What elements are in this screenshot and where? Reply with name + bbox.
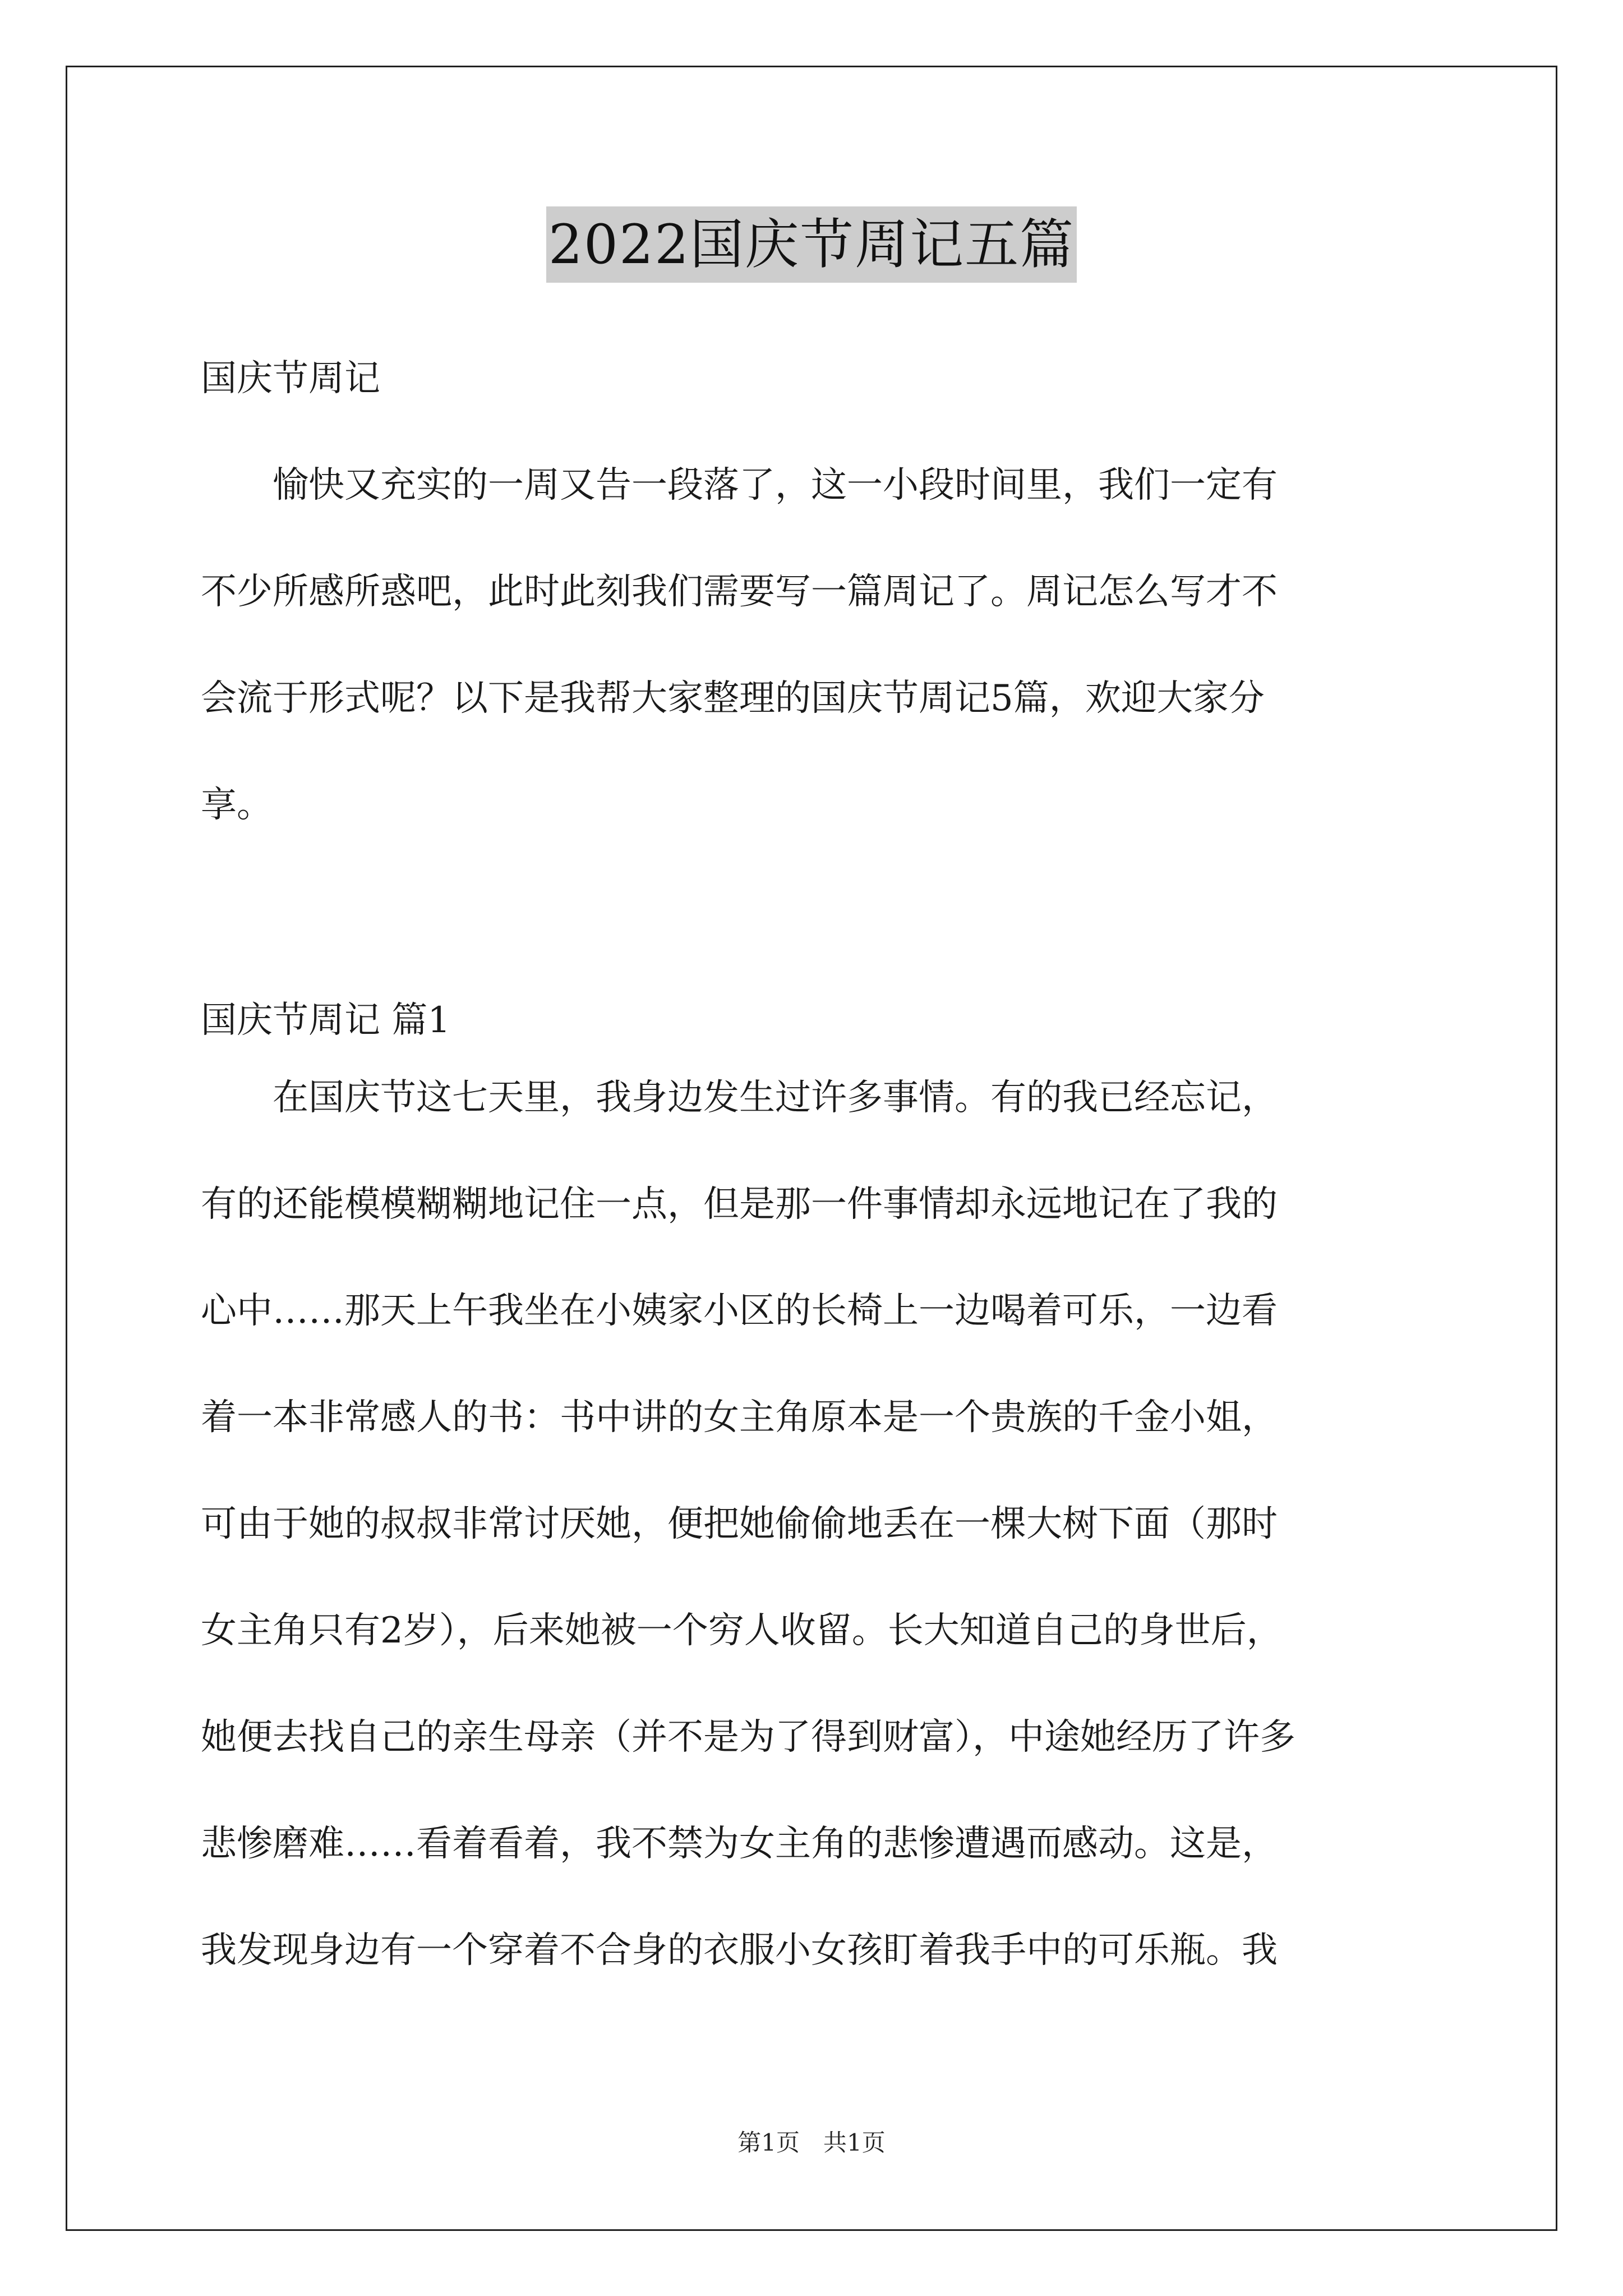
- page-footer: 第1页 共1页: [737, 2129, 886, 2156]
- paragraph-line: 愉快又充实的一周又告一段落了，这一小段时间里，我们一定有: [201, 464, 1278, 506]
- paragraph-line: 享。: [201, 784, 273, 826]
- section1-paragraph: [201, 1045, 1446, 2004]
- paragraph-line: 心中……那天上午我坐在小姨家小区的长椅上一边喝着可乐，一边看: [201, 1290, 1278, 1332]
- title-container: [0, 206, 1623, 283]
- paragraph-line: 可由于她的叔叔非常讨厌她，便把她偷偷地丢在一棵大树下面（那时: [201, 1503, 1278, 1545]
- paragraph-line: 着一本非常感人的书：书中讲的女主角原本是一个贵族的千金小姐，: [201, 1397, 1278, 1438]
- intro-heading: 国庆节周记: [201, 358, 380, 399]
- intro-paragraph: [201, 432, 1446, 858]
- paragraph-line: 会流于形式呢？以下是我帮大家整理的国庆节周记5篇，欢迎大家分: [201, 678, 1265, 719]
- paragraph-line: 在国庆节这七天里，我身边发生过许多事情。有的我已经忘记，: [201, 1077, 1278, 1119]
- paragraph-line: 悲惨磨难……看着看着，我不禁为女主角的悲惨遭遇而感动。这是，: [201, 1823, 1278, 1865]
- document-title: 2022国庆节周记五篇: [546, 206, 1077, 283]
- section1-heading: 国庆节周记 篇1: [201, 1000, 451, 1041]
- paragraph-line: 我发现身边有一个穿着不合身的衣服小女孩盯着我手中的可乐瓶。我: [201, 1930, 1278, 1971]
- paragraph-line: 有的还能模模糊糊地记住一点，但是那一件事情却永远地记在了我的: [201, 1184, 1278, 1225]
- paragraph-line: 女主角只有2岁），后来她被一个穷人收留。长大知道自己的身世后，: [201, 1610, 1283, 1651]
- paragraph-line: 她便去找自己的亲生母亲（并不是为了得到财富），中途她经历了许多: [201, 1717, 1295, 1758]
- paragraph-line: 不少所感所惑吧，此时此刻我们需要写一篇周记了。周记怎么写才不: [201, 571, 1278, 613]
